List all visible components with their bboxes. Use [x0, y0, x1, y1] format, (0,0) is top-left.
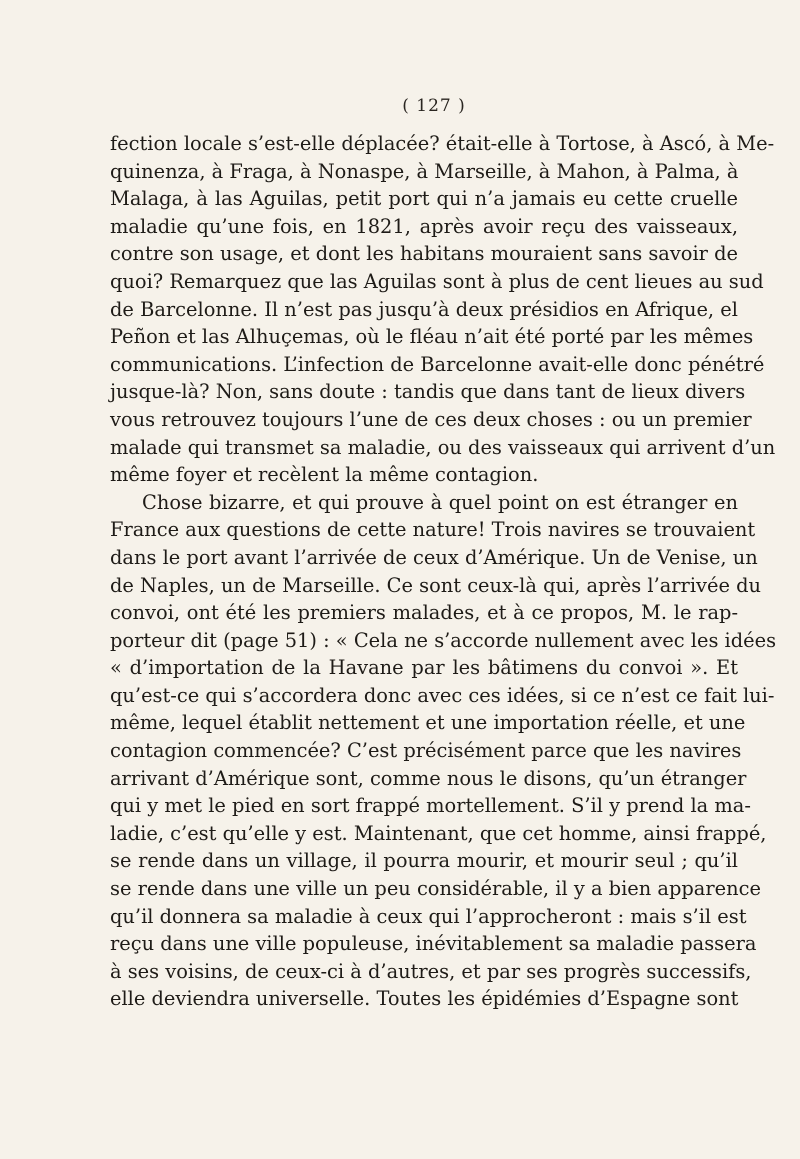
text-line: Chose bizarre, et qui prouve à quel point on est étranger en	[142, 490, 738, 514]
text-line: se rende dans un village, il pourra mourir, et mourir seul ; qu’il	[110, 849, 738, 873]
text-line: vous retrouvez toujours l’une de ces deux choses : ou un premier	[110, 407, 752, 431]
text-line: qui y met le pied en sort frappé mortellement. S’il y prend la ma-	[110, 794, 751, 818]
text-line: même, lequel établit nettement et une importation réelle, et une	[110, 711, 746, 735]
page-number: ( 127 )	[402, 96, 466, 116]
text-line: contagion commencée? C’est précisément parce que les navires	[110, 739, 742, 763]
text-line: quoi? Remarquez que las Aguilas sont à plus de cent lieues au sud	[110, 269, 764, 293]
text-line: se rende dans une ville un peu considérable, il y a bien apparence	[110, 877, 761, 901]
text-line: convoi, ont été les premiers malades, et à ce propos, M. le rap-	[110, 601, 738, 625]
text-line: Malaga, à las Aguilas, petit port qui n’a jamais eu cette cruelle	[110, 187, 738, 211]
paragraph	[110, 489, 777, 1013]
text-line: maladie qu’une fois, en 1821, après avoir reçu des vaisseaux,	[110, 214, 738, 238]
text-line: porteur dit (page 51) : « Cela ne s’accorde nullement avec les idées	[110, 628, 777, 652]
text-line: arrivant d’Amérique sont, comme nous le disons, qu’un étranger	[110, 766, 747, 790]
text-line: qu’il donnera sa maladie à ceux qui l’approcheront : mais s’il est	[110, 904, 747, 928]
text-line: elle deviendra universelle. Toutes les épidémies d’Espagne sont	[110, 987, 739, 1011]
text-line: même foyer et recèlent la même contagion.	[110, 463, 539, 487]
body-text	[110, 130, 777, 1013]
text-line: à ses voisins, de ceux-ci à d’autres, et par ses progrès successifs,	[110, 959, 752, 983]
text-line: dans le port avant l’arrivée de ceux d’Amérique. Un de Venise, un	[110, 545, 758, 569]
text-line: « d’importation de la Havane par les bâtimens du convoi ». Et	[110, 656, 738, 680]
text-line: reçu dans une ville populeuse, inévitablement sa maladie passera	[110, 932, 757, 956]
text-line: communications. L’infection de Barcelonne avait-elle donc pénétré	[110, 352, 765, 376]
text-line: malade qui transmet sa maladie, ou des vaisseaux qui arrivent d’un	[110, 435, 776, 459]
text-line: quinenza, à Fraga, à Nonaspe, à Marseille, à Mahon, à Palma, à	[110, 159, 739, 183]
paragraph	[110, 130, 776, 489]
text-line: de Barcelonne. Il n’est pas jusqu’à deux présidios en Afrique, el	[110, 297, 738, 321]
text-line: contre son usage, et dont les habitans mouraient sans savoir de	[110, 242, 738, 266]
text-line: jusque-là? Non, sans doute : tandis que dans tant de lieux divers	[110, 380, 746, 404]
text-line: Peñon et las Alhuçemas, où le fléau n’ait été porté par les mêmes	[110, 325, 754, 349]
text-line: de Naples, un de Marseille. Ce sont ceux-là qui, après l’arrivée du	[110, 573, 761, 597]
text-line: qu’est-ce qui s’accordera donc avec ces idées, si ce n’est ce fait lui-	[110, 683, 775, 707]
text-line: fection locale s’est-elle déplacée? était-elle à Tortose, à Ascó, à Me-	[110, 132, 775, 155]
text-line: France aux questions de cette nature! Trois navires se trouvaient	[110, 518, 756, 542]
text-line: ladie, c’est qu’elle y est. Maintenant, que cet homme, ainsi frappé,	[110, 821, 767, 845]
